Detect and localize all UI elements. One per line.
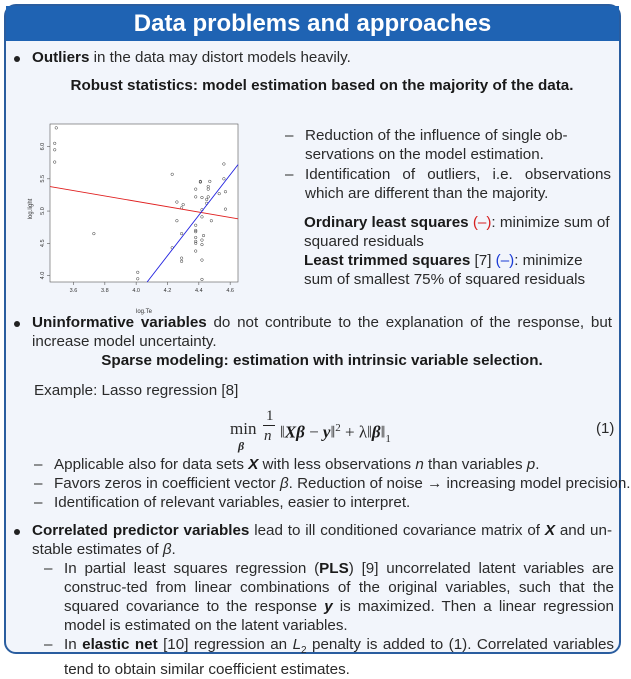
x-tick-label: 4.6 [226,288,234,294]
bullet-dot [14,56,20,62]
sparse-subtitle: Sparse modeling: estimation with intrinsic variable selection. [101,352,543,369]
x-axis-label: log.Te [135,309,153,315]
bullet-dot [14,321,20,327]
x-tick-label: 3.8 [101,288,109,294]
x-tick-label: 4.0 [132,288,140,294]
list-item: – Favors zeros in coefficient vector β. Reduction of noise → increasing model precision. [34,475,631,492]
list-item: – Applicable also for data sets X with less observations n than variables p. [34,456,540,473]
y-tick-label: 4.5 [40,239,46,248]
lasso-equation: min β 1 n ‖Xβ − y‖$^2$ + $\lambda‖\beta‖_1$ [230,408,391,453]
list-item: – Identification of outliers, i.e. observations which are different than the majority. [285,166,611,202]
ols-description: Ordinary least squares (–): minimize sum of squared residuals [304,214,610,250]
x-tick-label: 4.4 [195,288,203,294]
list-item: – Reduction of the influence of single ob- servations on the model estimation. [285,127,568,163]
x-tick-label: 3.6 [69,288,78,294]
scatter-plot [26,119,248,319]
y-tick-label: 6.0 [40,142,46,151]
y-axis-label: log.light [28,198,34,220]
slide-title: Data problems and approaches [6,6,619,41]
robust-subtitle: Robust statistics: model estimation based on the majority of the data. [70,77,574,94]
bullet-text: in the data may distort models heavily. [89,49,351,66]
y-tick-label: 4.0 [40,271,46,280]
bullet-uninformative: Uninformative variables do not contribute to the explanation of the response, but increase model uncertainty. [32,314,612,350]
list-item: – In partial least squares regression (PLS) [9] uncorrelated latent variables are construc-ted from linear combinations of the original variables, such that the squared covariance to the response y is maximized. Then a linear regression model is estimated on the latent variables. [44,560,614,634]
lts-description: Least trimmed squares [7] (–): minimize sum of smallest 75% of squared residuals [304,252,586,288]
y-tick-label: 5.0 [40,207,46,215]
bullet-outliers [32,48,612,67]
list-item: – Identification of relevant variables, easier to interpret. [34,494,411,511]
y-tick-label: 5.5 [40,174,46,183]
x-tick-label: 4.2 [163,288,172,294]
bullet-dot [14,529,20,535]
list-item: – In elastic net [10] regression an $L_2$ penalty is added to (1). Correlated variables tend to obtain similar coefficient estimates. [44,636,614,679]
equation-number: (1) [596,420,615,437]
bullet-correlated: Correlated predictor variables lead to ill conditioned covariance matrix of X and un-stable estimates of β. [32,522,613,558]
bullet-lead: Outliers [32,49,90,66]
lasso-example: Example: Lasso regression [8] [34,382,239,399]
slide-frame [4,4,631,679]
